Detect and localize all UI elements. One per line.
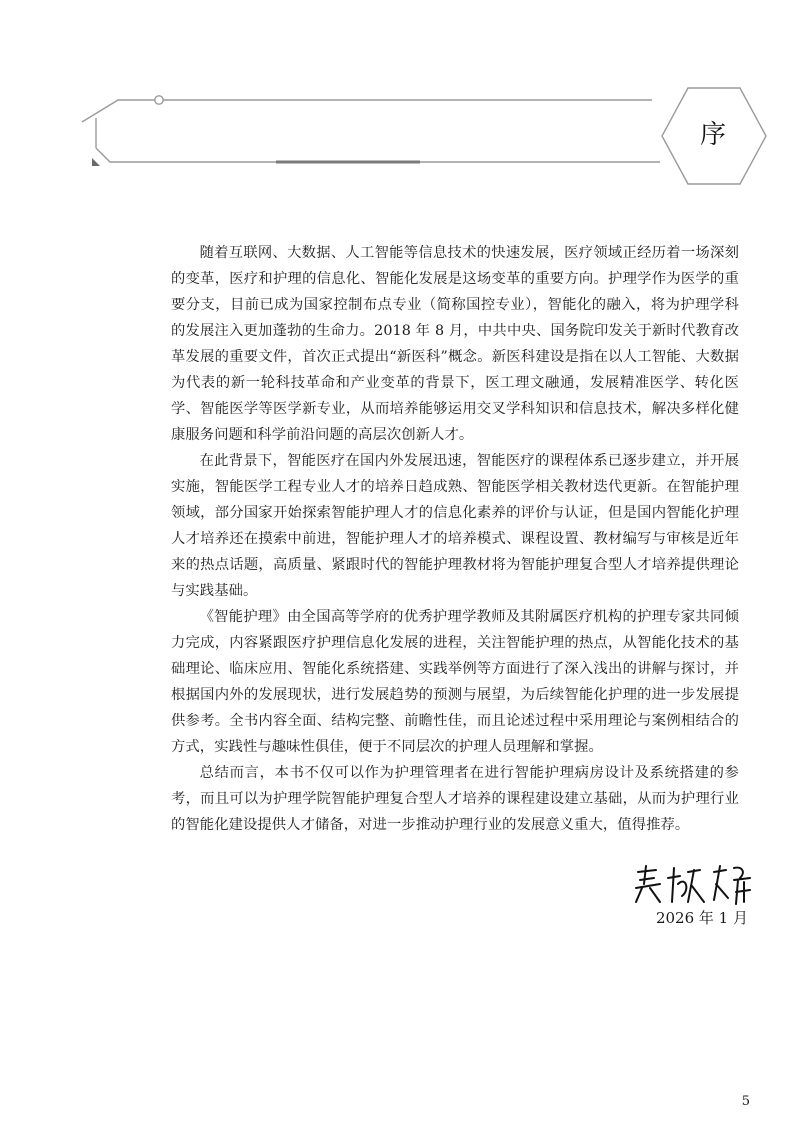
section-title: 序 [699,120,726,150]
paragraph: 随着互联网、大数据、人工智能等信息技术的快速发展，医疗领域正经历着一场深刻的变革，医疗和护理的信息化、智能化发展是这场变革的重要方向。护理学作为医学的重要分支，目前已成为国家控制布点专业（简称国控专业），智能化的融入，将为护理学科的发展注入更加蓬勃的生命力。2018 年 8 月，中共中央、国务院印发关于新时代教育改革发展的重要文件，首次正式提出“新医科”概念。新医科建设是指在以人工智能、大数据为代表的新一轮科技革命和产业变革的背景下，医工理文融通，发展精准医学、转化医学、智能医学等医学新专业，从而培养能够运用交叉学科知识和信息技术，解决多样化健康服务问题和科学前沿问题的高层次创新人才。 [171,245,739,443]
date: 2026 年 1 月 [655,909,748,927]
header-dot [155,96,163,104]
handwritten-signature [630,862,760,908]
page-number: 5 [741,1094,750,1109]
paragraph: 总结而言，本书不仅可以作为护理管理者在进行智能护理病房设计及系统搭建的参考，而且可以为护理学院智能护理复合型人才培养的课程建设建立基础，从而为护理行业的智能化建设提供人才储备，对进一步推动护理行业的发展意义重大，值得推荐。 [171,765,739,833]
paragraph: 《智能护理》由全国高等学府的优秀护理学教师及其附属医疗机构的护理专家共同倾力完成，内容紧跟医疗护理信息化发展的进程，关注智能护理的热点，从智能化技术的基础理论、临床应用、智能化系统搭建、实践举例等方面进行了深入浅出的讲解与探讨，并根据国内外的发展现状，进行发展趋势的预测与展望，为后续智能化护理的进一步发展提供参考。全书内容全面、结构完整、前瞻性佳，而且论述过程中采用理论与案例相结合的方式，实践性与趣味性俱佳，便于不同层次的护理人员理解和掌握。 [171,609,739,755]
header-triangle [92,158,100,166]
paragraph: 在此背景下，智能医疗在国内外发展迅速，智能医疗的课程体系已逐步建立，并开展实施，智能医学工程专业人才的培养日趋成熟、智能医学相关教材迭代更新。在智能护理领域，部分国家开始探索智能护理人才的信息化素养的评价与认证，但是国内智能化护理人才培养还在摸索中前进，智能护理人才的培养模式、课程设置、教材编写与审核是近年来的热点话题，高质量、紧跟时代的智能护理教材将为智能护理复合型人才培养提供理论与实践基础。 [171,453,739,599]
header-lower-line [96,148,276,162]
header-upper-line [82,100,652,122]
body-text [171,240,739,838]
header-decoration [0,0,800,200]
